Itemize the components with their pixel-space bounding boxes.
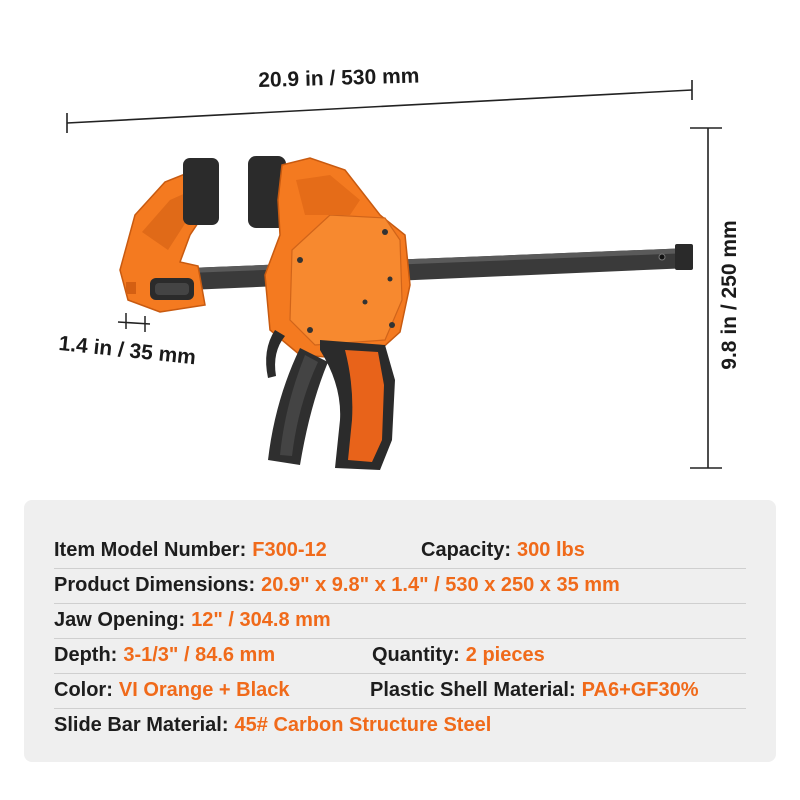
release-trigger — [266, 330, 285, 378]
spec-model-label: Item Model Number: — [54, 539, 247, 561]
spec-color-value: VI Orange + Black — [118, 679, 290, 701]
pistol-grip — [320, 340, 395, 470]
spec-panel — [24, 500, 776, 762]
spec-quantity-label: Quantity: — [372, 644, 460, 666]
spec-jaw — [54, 603, 331, 638]
spec-shell — [370, 673, 699, 708]
spec-row-bar — [54, 708, 746, 743]
spec-row-jaw — [54, 603, 746, 639]
spec-dimensions-label: Product Dimensions: — [54, 574, 256, 596]
spec-model-value: F300-12 — [252, 539, 327, 561]
spec-capacity-label: Capacity: — [421, 539, 512, 561]
spec-dimensions-value: 20.9" x 9.8" x 1.4" / 530 x 250 x 35 mm — [261, 574, 620, 596]
depth-dimension-label: 1.4 in / 35 mm — [57, 332, 197, 370]
spec-dimensions — [54, 568, 620, 603]
spec-capacity — [421, 533, 585, 568]
spec-row-depth-quantity — [54, 638, 746, 674]
spec-jaw-label: Jaw Opening: — [54, 609, 186, 631]
spec-quantity — [372, 638, 545, 673]
spec-depth-value: 3-1/3" / 84.6 mm — [123, 644, 276, 666]
depth-dimension-line — [118, 313, 150, 332]
spec-shell-label: Plastic Shell Material: — [370, 679, 576, 701]
height-dimension-text: 9.8 in / 250 mm — [718, 220, 741, 370]
width-dimension-label: 20.9 in / 530 mm — [258, 64, 420, 92]
slide-bar — [188, 244, 693, 290]
spec-row-color-shell — [54, 673, 746, 709]
spec-depth-label: Depth: — [54, 644, 118, 666]
spec-color — [54, 673, 290, 708]
spec-row-model-capacity — [54, 533, 746, 569]
spec-bar-value: 45# Carbon Structure Steel — [234, 714, 492, 736]
spec-quantity-value: 2 pieces — [465, 644, 545, 666]
spec-color-label: Color: — [54, 679, 113, 701]
spec-bar-label: Slide Bar Material: — [54, 714, 229, 736]
spec-model — [54, 533, 327, 568]
movable-jaw — [248, 156, 410, 358]
spec-depth — [54, 638, 275, 673]
spec-capacity-value: 300 lbs — [517, 539, 585, 561]
trigger-lever — [268, 348, 328, 465]
spec-shell-value: PA6+GF30% — [581, 679, 699, 701]
spec-bar — [54, 708, 491, 743]
spec-row-dimensions — [54, 568, 746, 604]
spec-jaw-value: 12" / 304.8 mm — [191, 609, 331, 631]
